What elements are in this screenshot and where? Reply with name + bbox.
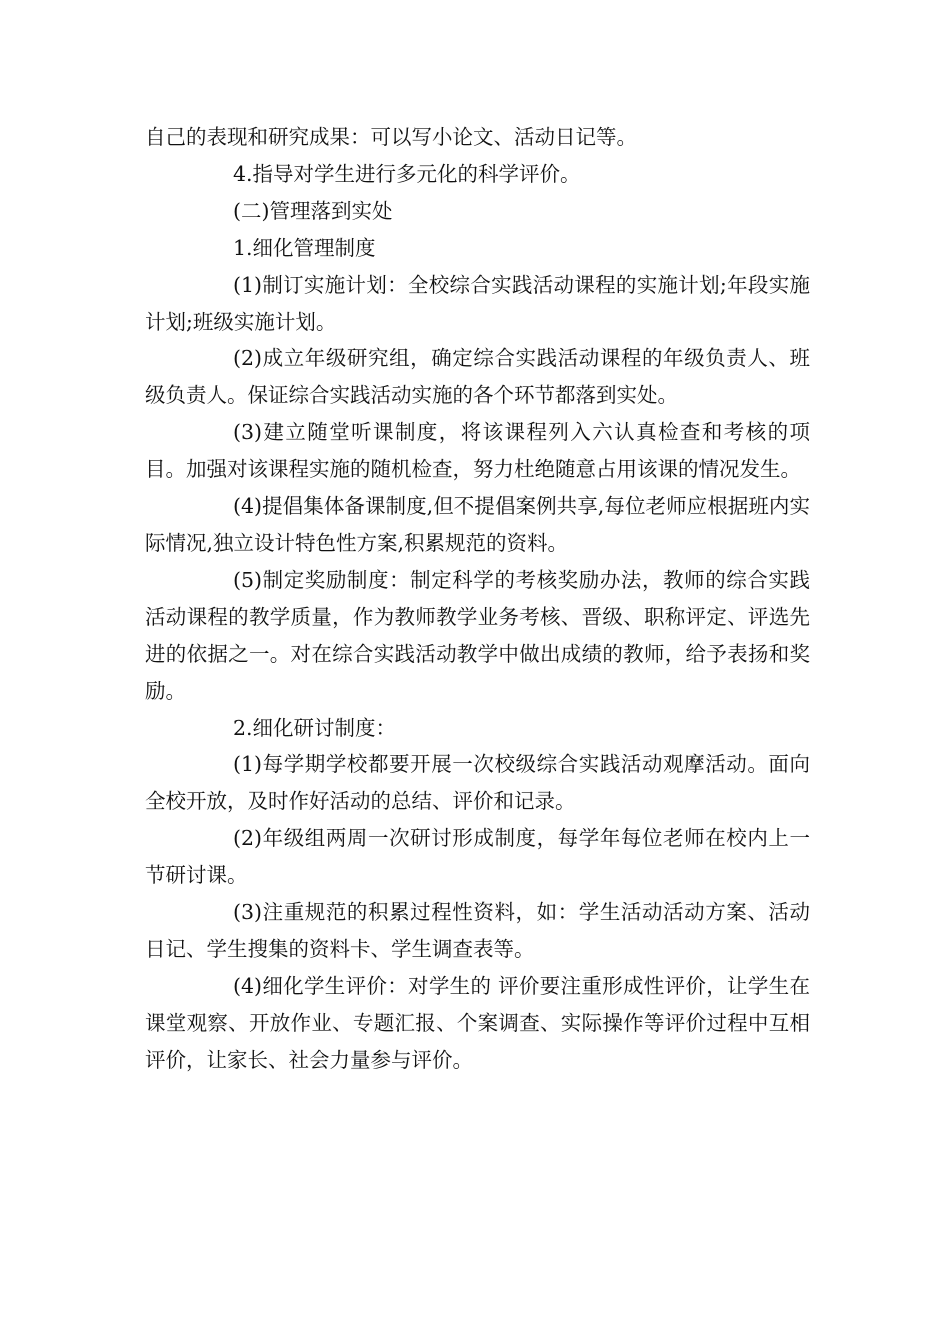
paragraph-reward-system: (5)制定奖励制度：制定科学的考核奖励办法，教师的综合实践活动课程的教学质量，作为教师教学业务考核、晋级、职称评定、评选先进的依据之一。对在综合实践活动教学中做出成绩的教师，给予表扬和奖励。 — [145, 567, 810, 703]
paragraph-continuation: 自己的表现和研究成果：可以写小论文、活动日记等。 — [145, 125, 637, 149]
subheading-management-system: 1.细化管理制度 — [233, 235, 376, 260]
paragraph-research-group: (2)成立年级研究组，确定综合实践活动课程的年级负责人、班级负责人。保证综合实践活动实施的各个环节都落到实处。 — [145, 346, 810, 408]
document-body — [145, 119, 810, 1079]
paragraph-process-materials: (3)注重规范的积累过程性资料，如：学生活动活动方案、活动日记、学生搜集的资料卡、学生调查表等。 — [145, 900, 810, 961]
paragraph-student-evaluation: (4)细化学生评价：对学生的 评价要注重形成性评价，让学生在课堂观察、开放作业、专题汇报、个案调查、实际操作等评价过程中互相评价，让家长、社会力量参与评价。 — [145, 973, 810, 1072]
subheading-research-system: 2.细化研讨制度： — [233, 715, 397, 740]
paragraph-observation-activity: (1)每学期学校都要开展一次校级综合实践活动观摩活动。面向全校开放，及时作好活动的总结、评价和记录。 — [145, 752, 810, 814]
paragraph-grade-seminar: (2)年级组两周一次研讨形成制度，每学年每位老师在校内上一节研讨课。 — [145, 826, 810, 888]
paragraph-class-observation: (3)建立随堂听课制度，将该课程列入六认真检查和考核的项目。加强对该课程实施的随机检查，努力杜绝随意占用该课的情况发生。 — [145, 420, 810, 482]
paragraph-item-4: 4.指导对学生进行多元化的科学评价。 — [233, 161, 581, 186]
section-heading-management: (二)管理落到实处 — [233, 198, 393, 223]
paragraph-collective-lesson-prep: (4)提倡集体备课制度,但不提倡案例共享,每位老师应根据班内实际情况,独立设计特色性方案,积累规范的资料。 — [145, 494, 810, 555]
paragraph-implementation-plan: (1)制订实施计划：全校综合实践活动课程的实施计划;年段实施计划;班级实施计划。 — [145, 272, 810, 334]
